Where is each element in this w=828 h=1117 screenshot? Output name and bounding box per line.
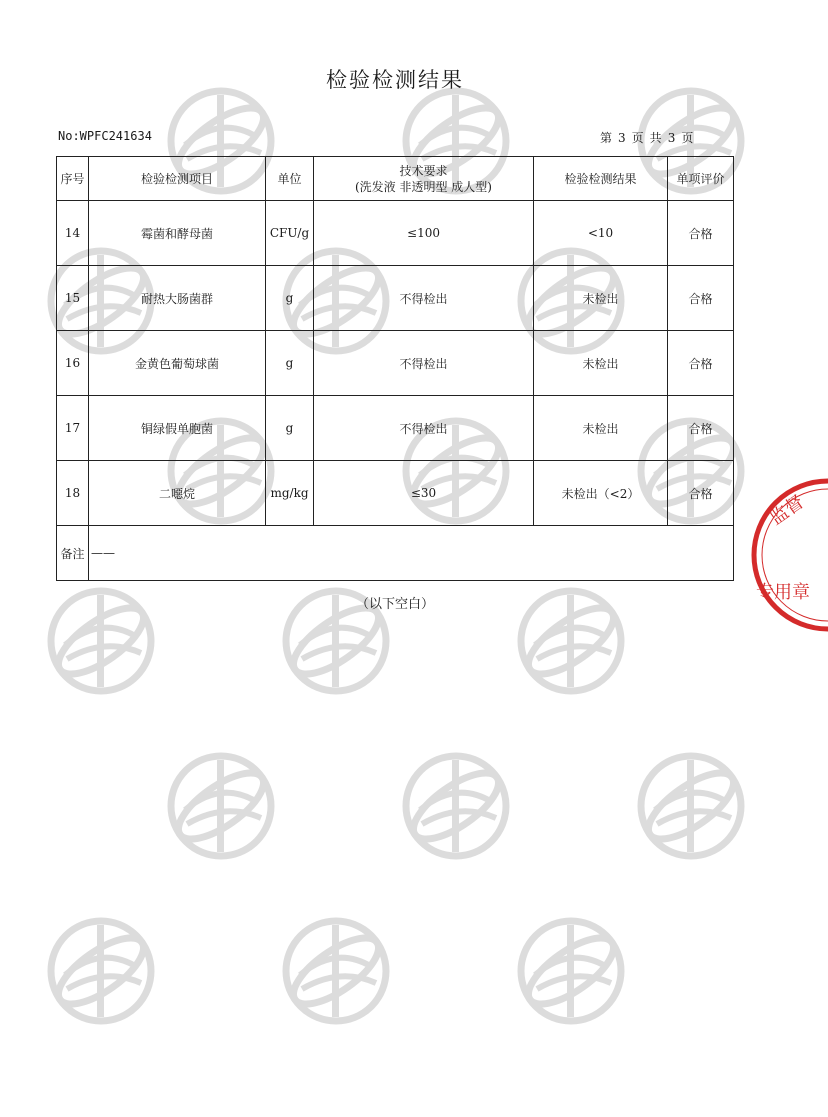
report-number: No:WPFC241634 bbox=[58, 129, 152, 143]
cell-seq: 15 bbox=[57, 266, 89, 331]
header-requirement bbox=[314, 157, 534, 201]
header-requirement-line1: 技术要求 bbox=[399, 163, 448, 178]
table-row bbox=[57, 461, 734, 526]
cell-item: 二噁烷 bbox=[89, 461, 266, 526]
table-row bbox=[57, 201, 734, 266]
results-table bbox=[56, 156, 734, 581]
cell-evaluation: 合格 bbox=[668, 266, 734, 331]
header-seq: 序号 bbox=[57, 157, 89, 201]
table-header-row bbox=[57, 157, 734, 201]
page-word: 页 bbox=[631, 131, 644, 145]
table-row bbox=[57, 396, 734, 461]
official-stamp bbox=[748, 470, 828, 640]
remark-label: 备注 bbox=[57, 526, 89, 581]
stamp-top-text: 监督 bbox=[766, 491, 808, 530]
cell-item: 金黄色葡萄球菌 bbox=[89, 331, 266, 396]
header-unit: 单位 bbox=[266, 157, 314, 201]
header-item: 检验检测项目 bbox=[89, 157, 266, 201]
cell-evaluation: 合格 bbox=[668, 201, 734, 266]
cell-item: 耐热大肠菌群 bbox=[89, 266, 266, 331]
cell-seq: 14 bbox=[57, 201, 89, 266]
page-indicator bbox=[600, 129, 699, 146]
cell-unit: mg/kg bbox=[266, 461, 314, 526]
watermark-logo-icon bbox=[165, 750, 277, 862]
cell-result: <10 bbox=[534, 201, 668, 266]
cell-requirement: ≤100 bbox=[314, 201, 534, 266]
remark-row bbox=[57, 526, 734, 581]
cell-result: 未检出 bbox=[534, 331, 668, 396]
cell-result: 未检出（<2） bbox=[534, 461, 668, 526]
page-current: 3 bbox=[618, 131, 626, 145]
header-result: 检验检测结果 bbox=[534, 157, 668, 201]
cell-requirement: 不得检出 bbox=[314, 396, 534, 461]
page-prefix: 第 bbox=[600, 131, 613, 145]
page-title: 检验检测结果 bbox=[326, 68, 464, 92]
cell-seq: 16 bbox=[57, 331, 89, 396]
page-total-word: 共 bbox=[649, 131, 662, 145]
header-evaluation: 单项评价 bbox=[668, 157, 734, 201]
cell-requirement: 不得检出 bbox=[314, 331, 534, 396]
cell-result: 未检出 bbox=[534, 396, 668, 461]
page-suffix: 页 bbox=[681, 131, 694, 145]
watermark-logo-icon bbox=[515, 915, 627, 1027]
cell-unit: g bbox=[266, 396, 314, 461]
watermark-logo-icon bbox=[45, 915, 157, 1027]
cell-requirement: ≤30 bbox=[314, 461, 534, 526]
cell-seq: 18 bbox=[57, 461, 89, 526]
cell-unit: g bbox=[266, 266, 314, 331]
cell-evaluation: 合格 bbox=[668, 461, 734, 526]
table-row bbox=[57, 331, 734, 396]
cell-unit: g bbox=[266, 331, 314, 396]
cell-evaluation: 合格 bbox=[668, 396, 734, 461]
watermark-logo-icon bbox=[400, 750, 512, 862]
cell-evaluation: 合格 bbox=[668, 331, 734, 396]
watermark-logo-icon bbox=[635, 750, 747, 862]
watermark-logo-icon bbox=[280, 915, 392, 1027]
page-total: 3 bbox=[667, 131, 676, 145]
header-requirement-line2: (洗发液 非透明型 成人型) bbox=[355, 179, 492, 194]
cell-requirement: 不得检出 bbox=[314, 266, 534, 331]
stamp-bottom-text: 专用章 bbox=[756, 582, 810, 603]
blank-note: （以下空白） bbox=[355, 597, 434, 612]
cell-item: 铜绿假单胞菌 bbox=[89, 396, 266, 461]
cell-unit: CFU/g bbox=[266, 201, 314, 266]
cell-item: 霉菌和酵母菌 bbox=[89, 201, 266, 266]
remark-text: —— bbox=[89, 526, 734, 581]
cell-seq: 17 bbox=[57, 396, 89, 461]
table-row bbox=[57, 266, 734, 331]
cell-result: 未检出 bbox=[534, 266, 668, 331]
